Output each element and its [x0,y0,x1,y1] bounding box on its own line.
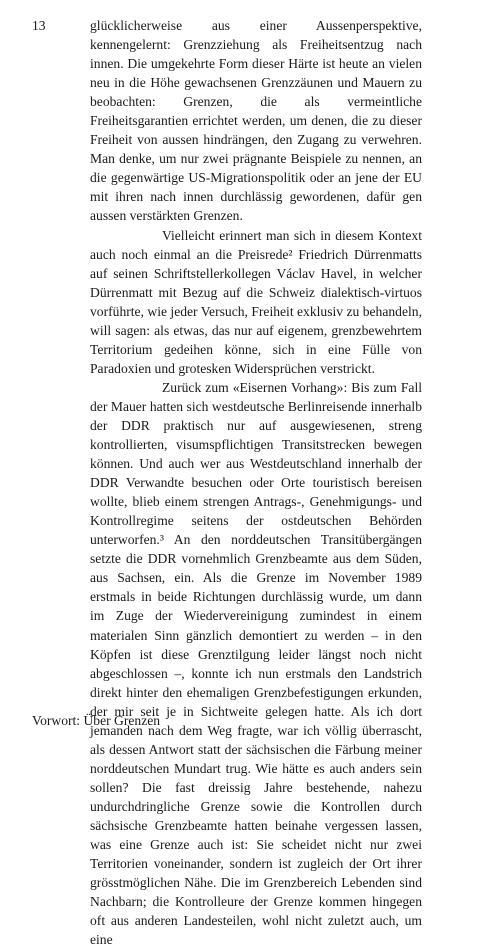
paragraph: Vielleicht erinnert man sich in diesem Kontext auch noch einmal an die Preisrede² Friedrich Dürrenmatts auf seinen Schriftstellerkollegen Václav Havel, in welcher Dürrenmatt mit Bezug auf die Schweiz dialektisch-virtuos vorführte, wie jeder Versuch, Freiheit exklusiv zu behandeln, will sagen: als etwas, das nur auf eigenem, grenzbewehrtem Territorium gedeihen könne, sich in eine Fülle von Paradoxien und grotesken Widersprüchen verstrickt. [90,227,422,376]
paragraph: Zurück zum «Eisernen Vorhang»: Bis zum Fall der Mauer hatten sich westdeutsche Berlinreisende innerhalb der DDR praktisch nur auf ausgewiesenen, streng kontrollierten, visumspflichtigen Transitstrecken bewegen können. Und auch wer aus Westdeutschland innerhalb der DDR Verwandte besuchen oder Orte touristisch bereisen wollte, blieb einem strengen Antrags-, Genehmigungs- und Kontrollregime seitens der ostdeutschen Behörden unterworfen.³ An den norddeutschen Transitübergängen setzte die DDR vornehmlich Grenzbeamte aus dem Süden, aus Sachsen, ein. Als die Grenze im November 1989 erstmals in beide Richtungen durchlässig wurde, um dann im Zuge der Wiedervereinigung zumindest in einem materialen Sinn gänzlich demontiert zu werden – in den Köpfen ist diese Grenztilgung leider längst noch nicht abgeschlossen –, konnte ich nun erstmals den Landstrich direkt hinter den ehemaligen Grenzbefestigungen erkunden, der mir seit je in Sichtweite gelegen hatte. Als ich dort jemanden nach dem Weg fragte, war ich völlig überrascht, als dessen Antwort statt der sächsischen die Färbung meiner norddeutschen Mundart trug. Wie hätte es auch anders sein sollen? Die fast dreissig Jahre bestehende, nahezu undurchdringliche Grenze sowie die Kontrollen durch sächsische Grenzbeamte hatten beinahe vergessen lassen, was eine Grenze auch ist: Sie scheidet nicht nur zwei Territorien voneinander, sondern ist zugleich der Ort ihrer grösstmöglichen Nähe. Die im Grenzbereich Lebenden sind Nachbarn; die Kontrolleure der Grenze kommen hingegen oft aus anderen Landesteilen, wohl nicht zuletzt auch, um eine [90,379,422,948]
page-number: 13 [32,18,46,33]
running-footer: Vorwort: Über Grenzen [32,713,161,728]
body-text [90,16,422,949]
paragraph: glücklicherweise aus einer Aussenperspektive, kennengelernt: Grenzziehung als Freiheitsentzug nach innen. Die umgekehrte Form dieser Härte ist heute an vielen neu in die Höhe gewachsenen Grenzzäunen und Mauern zu beobachten: Grenzen, die als vermeintliche Freiheitsgarantien errichtet werden, um denen, die zu dieser Freiheit von aussen hindrängen, den Zugang zu verwehren. Man denke, um nur zwei prägnante Beispiele zu nennen, an die gegenwärtige US-Migrationspolitik oder an jene der EU mit ihren nach innen durchlässig gewordenen, dafür gen aussen verstärkten Grenzen. [90,18,422,224]
